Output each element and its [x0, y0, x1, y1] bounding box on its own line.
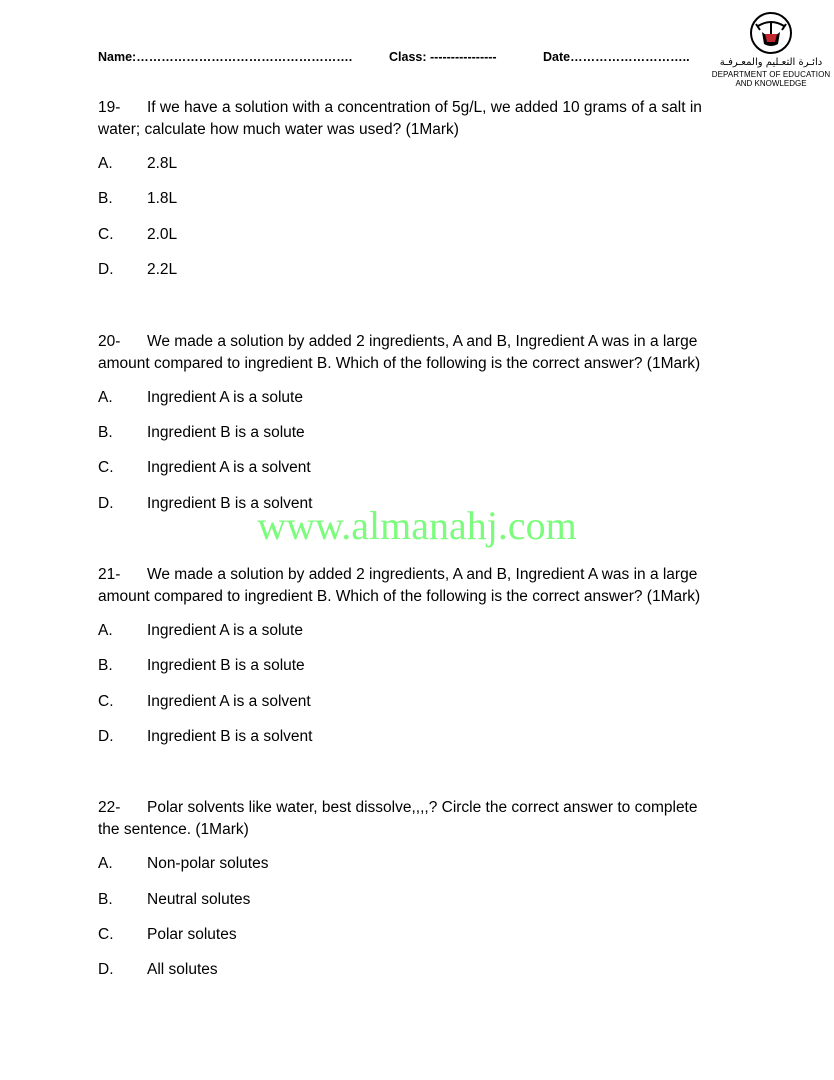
name-field-label: Name:……………………………………………. [98, 50, 353, 64]
option-21-a[interactable] [98, 621, 303, 641]
option-text: All solutes [147, 961, 218, 978]
department-english-name-line2: AND KNOWLEDGE [735, 79, 807, 88]
option-text: 2.8L [147, 155, 178, 172]
option-letter: D. [98, 728, 114, 745]
option-letter: C. [98, 459, 114, 476]
option-letter: A. [98, 389, 113, 406]
option-text: Polar solutes [147, 926, 237, 943]
option-letter: C. [98, 693, 114, 710]
question-number: 21- [98, 566, 121, 583]
department-logo [708, 10, 834, 90]
option-19-d[interactable] [98, 260, 177, 280]
question-text-line2: amount compared to ingredient B. Which of the following is the correct answer? (1Mark) [98, 355, 701, 372]
option-20-b[interactable] [98, 423, 305, 443]
option-20-c[interactable] [98, 458, 311, 478]
option-letter: A. [98, 622, 113, 639]
question-number: 20- [98, 333, 121, 350]
question-text-line1: We made a solution by added 2 ingredients, A and B, Ingredient A was in a large [147, 333, 698, 350]
question-21 [98, 564, 738, 608]
option-text: 2.0L [147, 226, 178, 243]
question-20 [98, 331, 738, 375]
option-letter: B. [98, 891, 113, 908]
option-text: Ingredient B is a solute [147, 424, 305, 441]
question-text-line1: If we have a solution with a concentration of 5g/L, we added 10 grams of a salt in [147, 99, 702, 116]
option-19-b[interactable] [98, 189, 177, 209]
option-text: Non-polar solutes [147, 855, 269, 872]
option-text: Ingredient B is a solvent [147, 495, 313, 512]
option-letter: D. [98, 261, 114, 278]
question-text-line2: amount compared to ingredient B. Which of the following is the correct answer? (1Mark) [98, 588, 701, 605]
question-text-line2: the sentence. (1Mark) [98, 821, 249, 838]
option-text: 2.2L [147, 261, 178, 278]
option-letter: D. [98, 961, 114, 978]
option-letter: B. [98, 190, 113, 207]
date-field-label: Date……………………….. [543, 50, 690, 64]
option-letter: D. [98, 495, 114, 512]
department-arabic-name: دائـرة التعـليم والمعـرفـة [719, 57, 823, 68]
option-21-b[interactable] [98, 656, 305, 676]
option-text: Ingredient A is a solute [147, 622, 303, 639]
option-letter: A. [98, 855, 113, 872]
question-number: 22- [98, 799, 121, 816]
option-text: Ingredient B is a solute [147, 657, 305, 674]
option-20-a[interactable] [98, 388, 303, 408]
option-text: Neutral solutes [147, 891, 251, 908]
falcon-emblem-icon [748, 10, 794, 56]
option-letter: C. [98, 926, 114, 943]
option-22-a[interactable] [98, 854, 268, 874]
option-text: Ingredient A is a solvent [147, 459, 311, 476]
watermark: www.almanahj.com [257, 503, 577, 548]
option-text: Ingredient A is a solute [147, 389, 303, 406]
option-19-a[interactable] [98, 154, 177, 174]
option-letter: B. [98, 657, 113, 674]
question-text-line2: water; calculate how much water was used? (1Mark) [98, 121, 459, 138]
question-22 [98, 797, 738, 841]
option-21-c[interactable] [98, 692, 311, 712]
option-22-b[interactable] [98, 890, 250, 910]
question-text-line1: We made a solution by added 2 ingredients, A and B, Ingredient A was in a large [147, 566, 698, 583]
option-letter: B. [98, 424, 113, 441]
option-19-c[interactable] [98, 225, 177, 245]
option-text: Ingredient B is a solvent [147, 728, 313, 745]
class-field-label: Class: ---------------- [389, 50, 497, 64]
option-text: 1.8L [147, 190, 178, 207]
option-letter: A. [98, 155, 113, 172]
question-number: 19- [98, 99, 121, 116]
option-21-d[interactable] [98, 727, 312, 747]
question-19 [98, 97, 738, 141]
option-22-d[interactable] [98, 960, 218, 980]
department-english-name-line1: DEPARTMENT OF EDUCATION [711, 70, 831, 79]
option-22-c[interactable] [98, 925, 237, 945]
question-text-line1: Polar solvents like water, best dissolve,,,,? Circle the correct answer to complete [147, 799, 698, 816]
option-letter: C. [98, 226, 114, 243]
option-text: Ingredient A is a solvent [147, 693, 311, 710]
